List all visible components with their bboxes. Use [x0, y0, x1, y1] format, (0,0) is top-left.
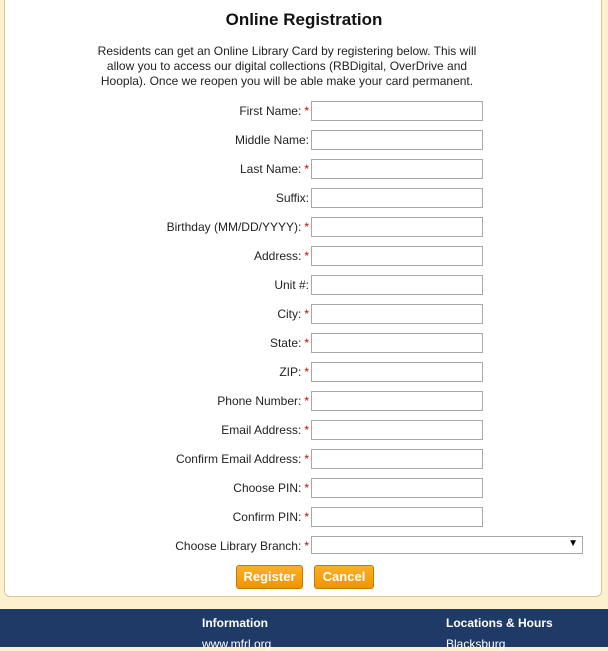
confirm-pin-label: Confirm PIN: *	[232, 510, 309, 524]
unit-label: Unit #:	[274, 278, 309, 292]
row-phone	[5, 391, 603, 411]
branch-select[interactable]	[311, 536, 583, 554]
unit-input[interactable]	[311, 275, 483, 295]
first-name-input[interactable]	[311, 101, 483, 121]
row-unit	[5, 275, 603, 295]
footer-website-link[interactable]: www.mfrl.org	[202, 637, 272, 651]
footer-locations-heading: Locations & Hours	[446, 616, 553, 630]
city-input[interactable]	[311, 304, 483, 324]
state-input[interactable]	[311, 333, 483, 353]
pin-label: Choose PIN: *	[233, 481, 309, 495]
address-input[interactable]	[311, 246, 483, 266]
row-pin	[5, 478, 603, 498]
zip-input[interactable]	[311, 362, 483, 382]
row-confirm-pin	[5, 507, 603, 527]
last-name-label: Last Name: *	[239, 162, 309, 176]
required-marker: *	[304, 307, 309, 321]
footer-information-heading: Information	[202, 616, 268, 630]
row-birthday	[5, 217, 603, 237]
row-state	[5, 333, 603, 353]
row-zip	[5, 362, 603, 382]
required-marker: *	[304, 104, 309, 118]
row-city	[5, 304, 603, 324]
row-email	[5, 420, 603, 440]
suffix-input[interactable]	[311, 188, 483, 208]
row-branch	[5, 536, 603, 556]
required-marker: *	[304, 336, 309, 350]
row-address	[5, 246, 603, 266]
row-confirm-email	[5, 449, 603, 469]
pin-input[interactable]	[311, 478, 483, 498]
row-middle-name	[5, 130, 603, 150]
last-name-input[interactable]	[311, 159, 483, 179]
confirm-email-input[interactable]	[311, 449, 483, 469]
required-marker: *	[304, 481, 309, 495]
middle-name-label: Middle Name:	[234, 133, 309, 147]
required-marker: *	[304, 162, 309, 176]
middle-name-input[interactable]	[311, 130, 483, 150]
confirm-pin-input[interactable]	[311, 507, 483, 527]
required-marker: *	[304, 249, 309, 263]
footer-blacksburg-link[interactable]: Blacksburg	[446, 637, 506, 651]
row-last-name	[5, 159, 603, 179]
required-marker: *	[304, 220, 309, 234]
page-title: Online Registration	[225, 10, 383, 29]
email-label: Email Address: *	[221, 423, 309, 437]
footer	[0, 609, 608, 651]
birthday-label: Birthday (MM/DD/YYYY): *	[166, 220, 309, 234]
required-marker: *	[304, 510, 309, 524]
registration-card	[4, 0, 602, 597]
row-first-name	[5, 101, 603, 121]
required-marker: *	[304, 365, 309, 379]
required-marker: *	[304, 394, 309, 408]
required-marker: *	[304, 423, 309, 437]
branch-label: Choose Library Branch: *	[175, 539, 309, 553]
zip-label: ZIP: *	[279, 365, 309, 379]
first-name-label: First Name: *	[239, 104, 309, 118]
chevron-down-icon: ▼	[568, 538, 578, 549]
cancel-button[interactable]: Cancel	[314, 565, 374, 589]
suffix-label: Suffix:	[275, 191, 309, 205]
email-input[interactable]	[311, 420, 483, 440]
phone-input[interactable]	[311, 391, 483, 411]
phone-label: Phone Number: *	[217, 394, 309, 408]
city-label: City: *	[277, 307, 309, 321]
address-label: Address: *	[253, 249, 309, 263]
state-label: State: *	[269, 336, 309, 350]
row-suffix	[5, 188, 603, 208]
required-marker: *	[304, 452, 309, 466]
confirm-email-label: Confirm Email Address: *	[175, 452, 309, 466]
birthday-input[interactable]	[311, 217, 483, 237]
intro-text: Residents can get an Online Library Card by registering below. This will allow you to access our digital collections (RBDigital, OverDrive and Hoopla). Once we reopen you will be able make your card permanent.	[97, 44, 477, 88]
required-marker: *	[304, 539, 309, 553]
register-button[interactable]: Register	[236, 565, 303, 589]
